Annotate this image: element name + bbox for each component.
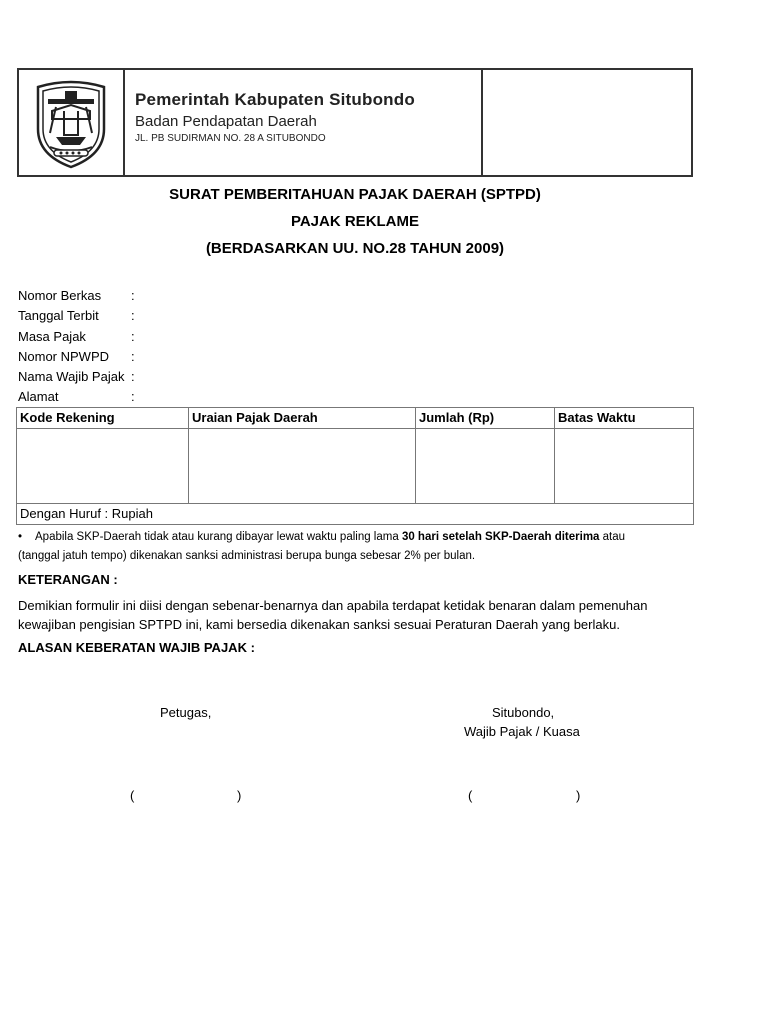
table-cell (17, 429, 189, 504)
petugas-label: Petugas, (160, 705, 212, 720)
logo-cell (19, 70, 125, 175)
col-jumlah: Jumlah (Rp) (416, 408, 555, 429)
wajib-pajak-label: Wajib Pajak / Kuasa (464, 724, 580, 739)
wajib-sign-close-paren: ) (576, 788, 581, 803)
note-line-2: (tanggal jatuh tempo) dikenakan sanksi administrasi berupa bunga sebesar 2% per bulan. (18, 550, 476, 562)
org-department: Badan Pendapatan Daerah (135, 113, 317, 130)
note-line-1 (18, 528, 698, 547)
letterhead-text (125, 70, 483, 175)
table-footer-row (17, 504, 694, 525)
tax-table (16, 407, 694, 525)
keterangan-line-1: Demikian formulir ini diisi dengan sebenar-benarnya dan apabila terdapat ketidak benaran dalam pemenuhan (18, 598, 648, 613)
city-label: Situbondo, (492, 705, 555, 720)
form-legal-basis: (BERDASARKAN UU. NO.28 TAHUN 2009) (205, 240, 505, 257)
org-name: Pemerintah Kabupaten Situbondo (135, 90, 415, 109)
petugas-sign-open-paren: ( (130, 788, 135, 803)
table-header-row (17, 408, 694, 429)
amount-in-words: Dengan Huruf : Rupiah (17, 504, 694, 525)
org-address: JL. PB SUDIRMAN NO. 28 A SITUBONDO (135, 133, 326, 144)
field-masa-pajak (18, 329, 135, 344)
field-separator: : (131, 349, 135, 364)
col-uraian-pajak: Uraian Pajak Daerah (189, 408, 416, 429)
field-label: Nama Wajib Pajak (18, 369, 125, 384)
field-nama-wajib-pajak (18, 369, 135, 384)
field-nomor-berkas (18, 288, 135, 303)
field-label: Masa Pajak (18, 329, 86, 344)
table-cell (416, 429, 555, 504)
field-separator: : (131, 329, 135, 344)
table-cell (189, 429, 416, 504)
table-row (17, 429, 694, 504)
field-tanggal-terbit (18, 308, 135, 323)
field-label: Tanggal Terbit (18, 308, 99, 323)
field-separator: : (131, 369, 135, 384)
col-batas-waktu: Batas Waktu (555, 408, 694, 429)
keterangan-line-2: kewajiban pengisian SPTPD ini, kami bersedia dikenakan sanksi sesuai Peraturan Daerah yang berlaku. (18, 617, 620, 632)
alasan-keberatan-heading: ALASAN KEBERATAN WAJIB PAJAK : (18, 640, 255, 655)
field-label: Nomor Berkas (18, 288, 102, 303)
table-cell (555, 429, 694, 504)
form-title: SURAT PEMBERITAHUAN PAJAK DAERAH (SPTPD) (169, 186, 541, 203)
penalty-note (18, 528, 698, 566)
field-separator: : (131, 288, 135, 303)
col-kode-rekening: Kode Rekening (17, 408, 189, 429)
field-label: Nomor NPWPD (18, 349, 110, 364)
wajib-sign-open-paren: ( (468, 788, 473, 803)
petugas-sign-close-paren: ) (237, 788, 242, 803)
field-alamat (18, 389, 135, 404)
note-text-pre: Apabila SKP-Daerah tidak atau kurang dibayar lewat waktu paling lama (35, 531, 402, 543)
field-nomor-npwpd (18, 349, 135, 364)
note-text-bold: 30 hari setelah SKP-Daerah diterima (401, 531, 600, 543)
field-separator: : (131, 308, 135, 323)
keterangan-heading: KETERANGAN : (18, 572, 118, 587)
field-label: Alamat (18, 389, 59, 404)
form-subtitle: PAJAK REKLAME (290, 213, 420, 230)
letterhead (17, 68, 693, 177)
keterangan-paragraph (18, 596, 708, 634)
letterhead-blank-cell (483, 70, 691, 175)
note-text-post: atau (599, 531, 626, 543)
regency-emblem-icon (34, 77, 108, 169)
bullet: • (18, 531, 23, 543)
field-separator: : (131, 389, 135, 404)
